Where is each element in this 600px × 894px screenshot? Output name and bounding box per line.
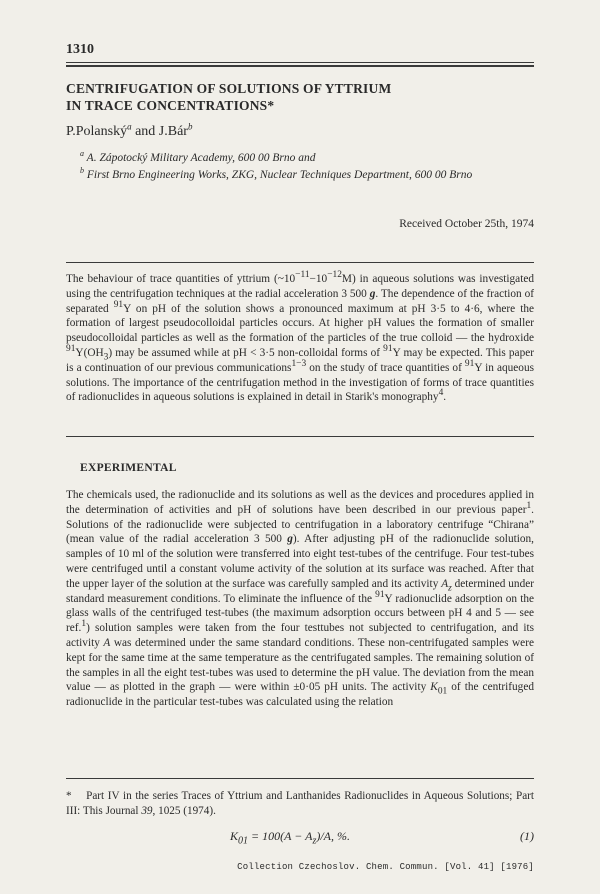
activity-symbol: A [103, 636, 111, 649]
affiliation-text: First Brno Engineering Works, ZKG, Nuclear Techniques Department, 600 00 Brno [86, 169, 473, 181]
footnote [66, 789, 534, 818]
equation-body: = 100(A − A [248, 829, 313, 843]
isotope-number: 91 [383, 344, 393, 355]
equation-subscript: 01 [238, 835, 249, 847]
received-date: Received October 25th, 1974 [399, 218, 534, 230]
exponent: −11 [295, 270, 310, 281]
experimental-paragraph [66, 488, 534, 710]
abstract-text: . [443, 391, 447, 404]
title-line-2: IN TRACE CONCENTRATIONS* [66, 98, 275, 113]
title-line-1: CENTRIFUGATION OF SOLUTIONS OF YTTRIUM [66, 81, 392, 96]
abstract-text: on the study of trace quantities of [306, 361, 465, 374]
isotope-number: 91 [464, 359, 475, 370]
abstract-text: Y on pH of the solution shows a pronounced maximum at pH 3·5 to 4·6, where the formation of largest pseudocolloidal particles occurs. At higher pH values the formation of smaller pseudocolloidal particles as well as the formation of the particles of the true colloid — the hydroxide [66, 302, 534, 345]
body-text: determined under standard measurement conditions. To eliminate the influence of the [66, 577, 534, 605]
body-text: The chemicals used, the radionuclide and its solutions as well as the devices and procedures applied in the determination of activities and pH of solutions have been described in our previous paper [66, 489, 534, 516]
abstract-text: ) may be assumed while at pH < 3·5 non-colloidal forms of [108, 346, 384, 359]
abstract-text: . The dependence of the fraction of separated [66, 287, 534, 315]
section-heading: EXPERIMENTAL [80, 462, 177, 474]
author-mark-b: b [187, 121, 193, 132]
body-text: ). After adjusting pH of the radionuclide solution, samples of 10 ml of the solution were transferred into eight test-tubes of the centrifuge. Four test-tubes were centrifuged until a constant volume activity of the solution at its surface was reached. After that the upper layer of the solution at the surface was carefully sampled and its activity [66, 533, 534, 590]
footnote-mark: * [66, 790, 72, 802]
header-rule-bottom [66, 65, 534, 67]
equation-body: )/A, %. [316, 829, 350, 843]
isotope-number: 91 [375, 589, 385, 600]
abstract-rule-top [66, 262, 534, 263]
body-text: ) solution samples were taken from the four testtubes not subjected to centrifugation, and its activity [66, 622, 534, 649]
body-text: was determined under the same standard conditions. These non-centrifugated samples were kept for the same time at the same temperature as the centrifugated samples. The remaining solution of the samples in all the eight test-tubes was used to determine the pH value. The deviation from the mean value — as plotted in the graph — were within ±0·05 pH units. The activity [66, 636, 534, 694]
affiliation-b [80, 168, 472, 182]
equation-subscript: z [312, 835, 317, 847]
author-and: and [131, 124, 159, 139]
reference-mark: 1−3 [291, 359, 307, 370]
abstract-text: The behaviour of trace quantities of yttrium (~10 [66, 273, 296, 285]
isotope-number: 91 [66, 344, 76, 355]
abstract [66, 272, 534, 405]
author-mark-a: a [127, 121, 132, 132]
affiliation-a [80, 151, 315, 165]
body-text: of the centrifuged radionuclide in the particular test-tubes was calculated using the relation [66, 681, 534, 709]
footnote-text: , 1025 (1974). [152, 804, 216, 817]
reference-mark: 4 [438, 388, 444, 399]
body-text: Y radionuclide adsorption on the glass walls of the centrifuged test-tubes (the maximum adsorption occurs between pH 4 and 5 — see ref. [66, 592, 534, 635]
equation-1 [230, 829, 350, 847]
subscript: 3 [103, 352, 109, 363]
affiliation-mark: b [80, 166, 84, 176]
abstract-rule-bottom [66, 436, 534, 437]
gravity-symbol: g [369, 287, 376, 300]
author-line [66, 121, 193, 140]
activity-symbol: A [441, 577, 449, 590]
footnote-text: Part IV in the series Traces of Yttrium and Lanthanides Radionuclides in Aqueous Solutions; Part III: This Journal [66, 790, 535, 817]
affiliation-mark: a [80, 149, 84, 159]
subscript: 01 [437, 686, 448, 697]
header-rule-top [66, 62, 534, 63]
isotope-number: 91 [113, 299, 124, 310]
author-polansky: P.Polanský [66, 124, 128, 139]
author-bar: J.Bár [158, 124, 188, 139]
article-title [66, 80, 536, 114]
equation-number: (1) [520, 829, 534, 843]
footnote-volume: 39 [141, 804, 153, 817]
affiliation-text: A. Zápotocký Military Academy, 600 00 Brno and [86, 152, 316, 164]
journal-footer: Collection Czechoslov. Chem. Commun. [Vol. 41] [1976] [237, 862, 534, 872]
abstract-text: M) in aqueous solutions was investigated using the centrifugation techniques at the radial acceleration 3 500 [66, 273, 534, 300]
abstract-text: Y in aqueous solutions. The importance of the centrifugation method in the investigation of forms of trace quantities of radionuclides in aqueous solutions is explained in detail in Starik's monography [66, 361, 534, 404]
abstract-text: Y(OH [75, 346, 104, 359]
footnote-rule [66, 778, 534, 779]
page-number: 1310 [66, 42, 94, 57]
equation-lhs: K [230, 829, 239, 843]
abstract-text: −10 [309, 273, 328, 285]
abstract-text: Y may be expected. This paper is a continuation of our previous communications [66, 346, 534, 374]
reference-mark: 1 [81, 619, 87, 630]
exponent: −12 [327, 270, 342, 281]
activity-symbol: K [430, 681, 438, 694]
gravity-symbol: g [287, 533, 293, 546]
reference-mark: 1 [526, 501, 532, 512]
subscript: z [448, 583, 452, 594]
body-text: . Solutions of the radionuclide were subjected to centrifugation in a laboratory centrifuge “Chirana” (mean value of the radial acceleration 3 500 [66, 503, 534, 546]
